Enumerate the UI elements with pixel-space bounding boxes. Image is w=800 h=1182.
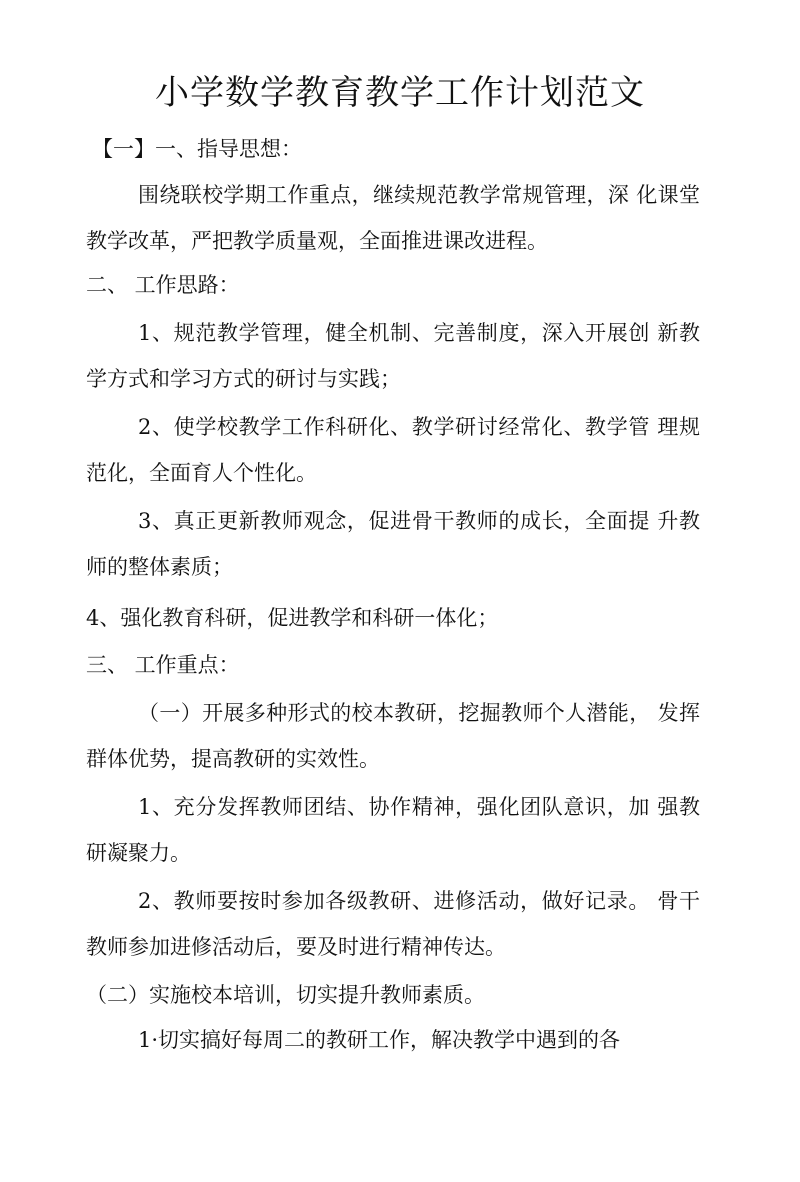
section-heading-work-approach: 二、 工作思路：	[86, 273, 240, 297]
paragraph-focus-1: （一）开展多种形式的校本教研，挖掘教师个人潜能， 发挥群体优势，提高教研的实效性。	[86, 701, 700, 771]
paragraph-focus-1-item-1: 1、充分发挥教师团结、协作精神，强化团队意识，加 强教研凝聚力。	[86, 795, 700, 865]
paragraph-focus-1-item-2: 2、教师要按时参加各级教研、进修活动，做好记录。 骨干教师参加进修活动后，要及时进行精神传达。	[86, 889, 700, 959]
paragraph-guiding-ideology: 围绕联校学期工作重点，继续规范教学常规管理，深 化课堂教学改革，严把教学质量观，全面推进课改进程。	[86, 183, 700, 253]
paragraph-approach-4: 4、强化教育科研，促进教学和科研一体化；	[86, 606, 499, 630]
paragraph-focus-2-item-1: 1·切实搞好每周二的教研工作，解决教学中遇到的各	[138, 1028, 621, 1052]
paragraph-approach-1: 1、规范教学管理，健全机制、完善制度，深入开展创 新教学方式和学习方式的研讨与实践；	[86, 321, 700, 391]
paragraph-focus-2: （二）实施校本培训，切实提升教师素质。	[86, 983, 485, 1007]
section-heading-guiding-ideology: 【一】一、指导思想：	[92, 137, 302, 161]
paragraph-approach-3: 3、真正更新教师观念，促进骨干教师的成长，全面提 升教师的整体素质；	[86, 509, 700, 579]
document-title: 小学数学教育教学工作计划范文	[155, 73, 645, 113]
section-heading-work-focus: 三、 工作重点：	[86, 653, 240, 677]
paragraph-approach-2: 2、使学校教学工作科研化、教学研讨经常化、教学管 理规范化，全面育人个性化。	[86, 415, 700, 485]
